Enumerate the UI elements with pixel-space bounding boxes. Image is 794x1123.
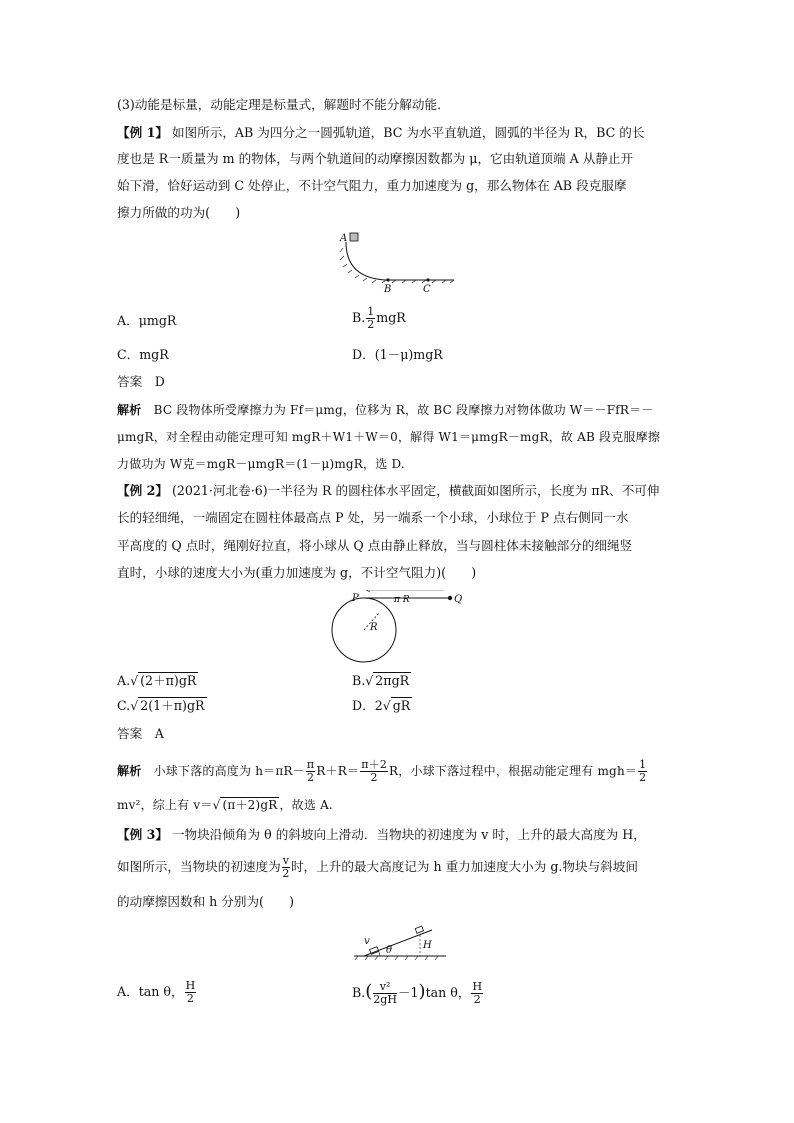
ex3-option-a[interactable] xyxy=(117,976,197,1008)
ex1-analysis-line1 xyxy=(117,401,654,419)
frac-pi-2 xyxy=(306,759,315,784)
ex2-analysis-text2: mv²，综上有 v＝ xyxy=(117,798,213,812)
ex2-option-a-radicand: (2＋π)gR xyxy=(140,673,197,688)
ex1-line1 xyxy=(117,124,644,142)
frac-h-2 xyxy=(185,980,197,1005)
ex2-analysis-text2-end: ，故选 A. xyxy=(279,798,333,812)
ex2-line4: 直时，小球的速度大小为(重力加速度为 g，不计空气阻力)( ) xyxy=(117,565,477,580)
ex3-line1-text: 一物块沿倾角为 θ 的斜坡向上滑动．当物块的初速度为 v 时，上升的最大高度为 H， xyxy=(171,827,646,842)
ex2-analysis-text1: 小球下落的高度为 h＝πR－ xyxy=(153,764,305,778)
angle-arc xyxy=(379,952,380,956)
ex2-line1-text: (2021·河北卷·6)一半径为 R 的圆柱体水平固定，横截面如图所示，长度为 πR、不可伸 xyxy=(171,483,660,498)
label-p: P xyxy=(352,593,359,604)
ex3-line2-end: 时，上升的最大高度记为 h 重力加速度大小为 g.物块与斜坡间 xyxy=(290,859,638,874)
frac-num: v xyxy=(282,854,289,867)
ex2-answer: 答案 A xyxy=(117,726,164,741)
paren-close: ) xyxy=(418,981,426,1002)
ground-hatch xyxy=(355,956,438,960)
frac-num: v² xyxy=(373,981,397,994)
label-r: R xyxy=(370,622,378,633)
ex3-option-b-mid: －1 xyxy=(397,985,419,1000)
frac-num: π xyxy=(306,758,315,771)
frac-num: π＋2 xyxy=(361,758,388,771)
frac-num: H xyxy=(185,979,196,992)
ex2-line1 xyxy=(117,482,660,500)
ex2-line3: 平高度的 Q 点时，绳刚好拉直，将小球从 Q 点由静止释放，当与圆柱体未接触部分的细绳竖 xyxy=(117,538,633,553)
ex1-analysis-line3: 力做功为 W克＝mgR－μmgR＝(1－μ)mgR，选 D. xyxy=(117,457,405,471)
ex2-option-c[interactable]: C.√ 2(1＋π)gR xyxy=(117,698,205,713)
ex2-option-a-prefix: A. xyxy=(117,673,131,688)
label-h: H xyxy=(423,940,432,951)
paren-open: ( xyxy=(365,981,373,1002)
ex2-analysis-line2: mv²，综上有 v＝√ (π＋2)gR ，故选 A. xyxy=(117,798,333,812)
ex1-line1-text: 如图所示，AB 为四分之一圆弧轨道，BC 为水平直轨道，圆弧的半径为 R，BC 的长 xyxy=(171,125,645,140)
ex3-label: 【例 3】 xyxy=(117,827,168,842)
ex2-option-b-prefix: B. xyxy=(352,673,366,688)
point-b xyxy=(386,278,389,281)
label-q: Q xyxy=(454,594,463,605)
ex2-analysis-post: R，小球下落过程中，根据动能定理有 mgh＝ xyxy=(389,764,638,778)
slope-diagram xyxy=(350,922,450,964)
ex1-option-b-prefix: B. xyxy=(352,310,366,325)
ex2-figure xyxy=(326,590,466,666)
label-b: B xyxy=(384,284,392,295)
ex2-option-c-prefix: C. xyxy=(117,698,131,713)
frac-den: 2 xyxy=(639,771,647,784)
ex3-line1 xyxy=(117,826,646,844)
ex1-analysis-text1: BC 段物体所受摩擦力为 Ff＝μmg，位移为 R，故 BC 段摩擦力对物体做功 W＝－FfR＝－ xyxy=(153,403,654,417)
ex2-line2: 长的轻细绳，一端固定在圆柱体最高点 P 处，另一端系一个小球，小球位于 P 点右侧同一水 xyxy=(117,510,629,525)
frac-h-2-b xyxy=(471,981,483,1006)
ex3-line3: 的动摩擦因数和 h 分别为( ) xyxy=(117,894,295,909)
ex3-line2 xyxy=(117,852,638,882)
ex3-figure xyxy=(350,922,450,964)
arc-track xyxy=(346,242,386,280)
ex2-option-b-radicand: 2πgR xyxy=(375,673,410,688)
frac-den: 2gH xyxy=(373,993,397,1006)
ex2-option-d-radicand: gR xyxy=(392,698,411,713)
frac-den: 2 xyxy=(186,992,194,1005)
cylinder-diagram xyxy=(326,590,466,666)
ex1-option-d[interactable]: D．(1－μ)mgR xyxy=(352,347,443,362)
frac-den: 2 xyxy=(367,318,375,331)
frac-den: 2 xyxy=(307,771,315,784)
label-v: v xyxy=(364,936,370,947)
frac-num: 1 xyxy=(639,758,647,771)
point-c xyxy=(426,278,429,281)
ex3-line2-text: 如图所示，当物块的初速度为 xyxy=(117,859,281,874)
frac-v2-2gh xyxy=(373,981,397,1006)
arc-track-diagram xyxy=(336,228,460,298)
ex3-option-b[interactable] xyxy=(352,976,484,1008)
frac-1-2 xyxy=(638,759,647,784)
frac-pi-plus-2 xyxy=(360,759,388,784)
ex3-option-b-text: tan θ， xyxy=(425,985,471,1000)
label-a: A xyxy=(340,233,348,244)
ball-q xyxy=(448,596,452,600)
frac-den: 2 xyxy=(370,771,378,784)
ex1-option-b-fraction xyxy=(366,306,375,331)
frac-num: 1 xyxy=(367,305,375,318)
ex1-option-b-text: mgR xyxy=(376,310,406,325)
ex1-line4: 擦力所做的功为( ) xyxy=(117,205,241,220)
ex2-analysis-mid: R＋R＝ xyxy=(316,764,360,778)
block-top-shape xyxy=(415,926,423,933)
label-c: C xyxy=(423,284,431,295)
ex1-option-c[interactable]: C．mgR xyxy=(117,347,169,362)
ex2-option-a[interactable]: A.√ (2＋π)gR xyxy=(117,673,197,688)
frac-v-2 xyxy=(282,855,290,880)
ex1-figure xyxy=(336,228,460,298)
ex2-option-b[interactable]: B.√ 2πgR xyxy=(352,673,410,688)
frac-num: H xyxy=(472,980,483,993)
ex1-option-b[interactable] xyxy=(352,306,406,331)
label-pi-r: π R xyxy=(394,595,410,605)
ex3-option-a-prefix: A．tan θ， xyxy=(117,984,184,999)
ex2-analysis-label: 解析 xyxy=(117,764,142,778)
ex2-option-c-radicand: 2(1＋π)gR xyxy=(140,698,205,713)
block-shape xyxy=(350,233,358,241)
slope-line xyxy=(364,930,432,956)
ex1-answer: 答案 D xyxy=(117,374,165,389)
ex2-analysis-line1 xyxy=(117,756,648,786)
ex2-label: 【例 2】 xyxy=(117,483,168,498)
ex1-analysis-label: 解析 xyxy=(117,403,142,417)
label-theta: θ xyxy=(386,945,393,956)
ex1-analysis-line2: μmgR，对全程由动能定理可知 mgR＋W1＋W＝0，解得 W1＝μmgR－mgR，故 AB 段克服摩擦 xyxy=(117,430,661,444)
ex2-option-d-prefix: D．2 xyxy=(352,698,383,713)
frac-den: 2 xyxy=(473,993,481,1006)
ex1-line3: 始下滑，恰好运动到 C 处停止，不计空气阻力，重力加速度为 g，那么物体在 AB 段克服摩 xyxy=(117,178,627,193)
ex1-line2: 度也是 R一质量为 m 的物体，与两个轨道间的动摩擦因数都为 μ，它由轨道顶端 A 从静止开 xyxy=(117,151,634,166)
ex1-option-a[interactable]: A．μmgR xyxy=(117,313,177,328)
ex2-option-d[interactable]: D．2√ gR xyxy=(352,698,411,713)
intro-text: (3)动能是标量，动能定理是标量式，解题时不能分解动能． xyxy=(117,97,450,112)
ex1-label: 【例 1】 xyxy=(117,125,168,140)
hatch-marks xyxy=(340,248,454,283)
ex3-option-b-prefix: B. xyxy=(352,985,366,1000)
ex2-analysis-radicand: (π＋2)gR xyxy=(222,798,278,812)
frac-den: 2 xyxy=(282,867,290,880)
